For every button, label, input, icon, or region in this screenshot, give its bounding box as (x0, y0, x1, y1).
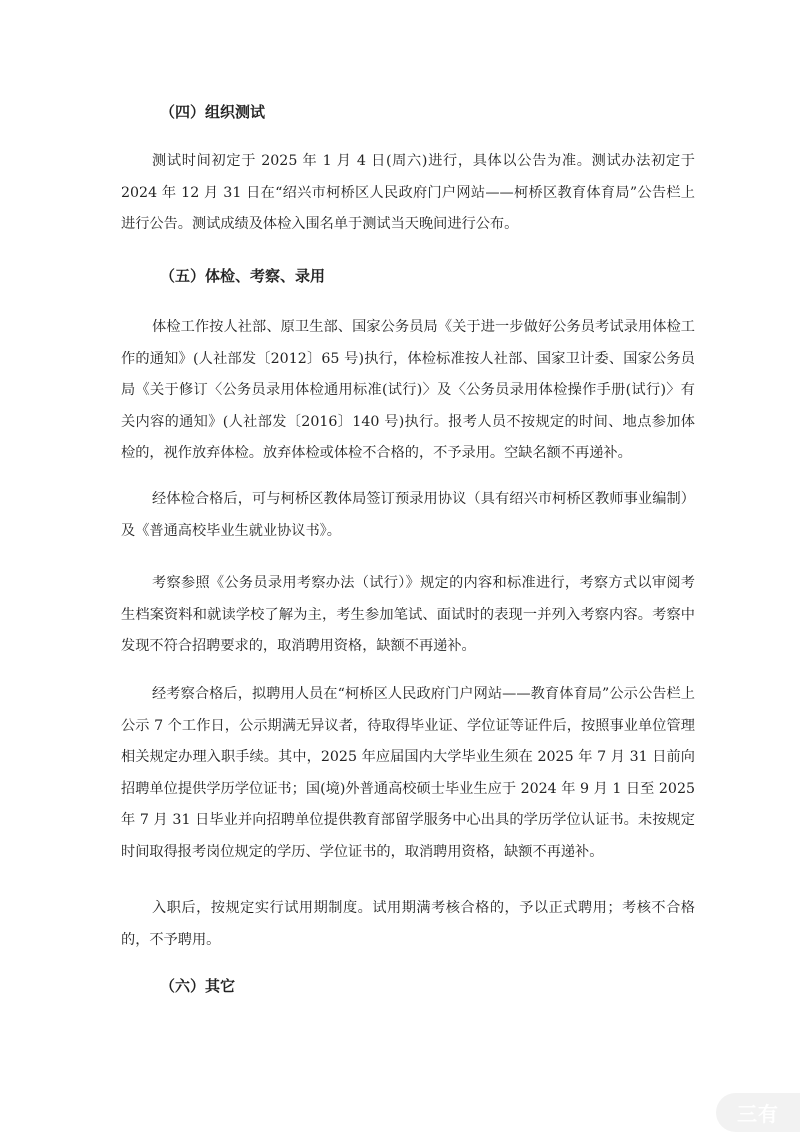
paragraph-probation: 入职后，按规定实行试用期制度。试用期满考核合格的，予以正式聘用；考核不合格的，不予聘用。 (121, 900, 695, 948)
paragraph-assessment: 考察参照《公务员录用考察办法（试行）》规定的内容和标准进行，考察方式以审阅考生档案资料和就读学校了解为主，考生参加笔试、面试时的表现一并列入考察内容。考察中发现不符合招聘要求的，取消聘用资格，缺额不再递补。 (121, 575, 695, 654)
paragraph-pre-employment-agreement: 经体检合格后，可与柯桥区教体局签订预录用协议（具有绍兴市柯桥区教师事业编制）及《普通高校毕业生就业协议书》。 (121, 491, 695, 539)
section-heading-5: （五）体检、考察、录用 (160, 267, 326, 285)
paragraph-physical-exam: 体检工作按人社部、原卫生部、国家公务员局《关于进一步做好公务员考试录用体检工作的通知》(人社部发〔2012〕65 号)执行，体检标准按人社部、国家卫计委、国家公务员局《关于修订〈公务员录用体检通用标准(试行)〉及〈公务员录用体检操作手册(试行)〉有关内容的通知》(人社部发〔2016〕140 号)执行。报考人员不按规定的时间、地点参加体检的，视作放弃体检。放弃体检或体检不合格的，不予录用。空缺名额不再递补。 (121, 319, 695, 461)
watermark-logo (716, 1093, 800, 1132)
watermark-text: 三有 (737, 1102, 779, 1126)
paragraph-test-arrangement: 测试时间初定于 2025 年 1 月 4 日(周六)进行，具体以公告为准。测试办法初定于 2024 年 12 月 31 日在“绍兴市柯桥区人民政府门户网站——柯桥区教育体育局”公告栏上进行公告。测试成绩及体检入围名单于测试当天晚间进行公布。 (121, 153, 695, 232)
paragraph-publicity-and-onboarding: 经考察合格后，拟聘用人员在“柯桥区人民政府门户网站——教育体育局”公示公告栏上公示 7 个工作日，公示期满无异议者，待取得毕业证、学位证等证件后，按照事业单位管理相关规定办理入职手续。其中，2025 年应届国内大学毕业生须在 2025 年 7 月 31 日前向招聘单位提供学历学位证书；国(境)外普通高校硕士毕业生应于 2024 年 9 月 1 日至 2025 年 7 月 31 日毕业并向招聘单位提供教育部留学服务中心出具的学历学位认证书。未按规定时间取得报考岗位规定的学历、学位证书的，取消聘用资格，缺额不再递补。 (121, 686, 695, 860)
section-heading-6: （六）其它 (160, 977, 236, 995)
section-heading-4: （四）组织测试 (160, 103, 266, 121)
